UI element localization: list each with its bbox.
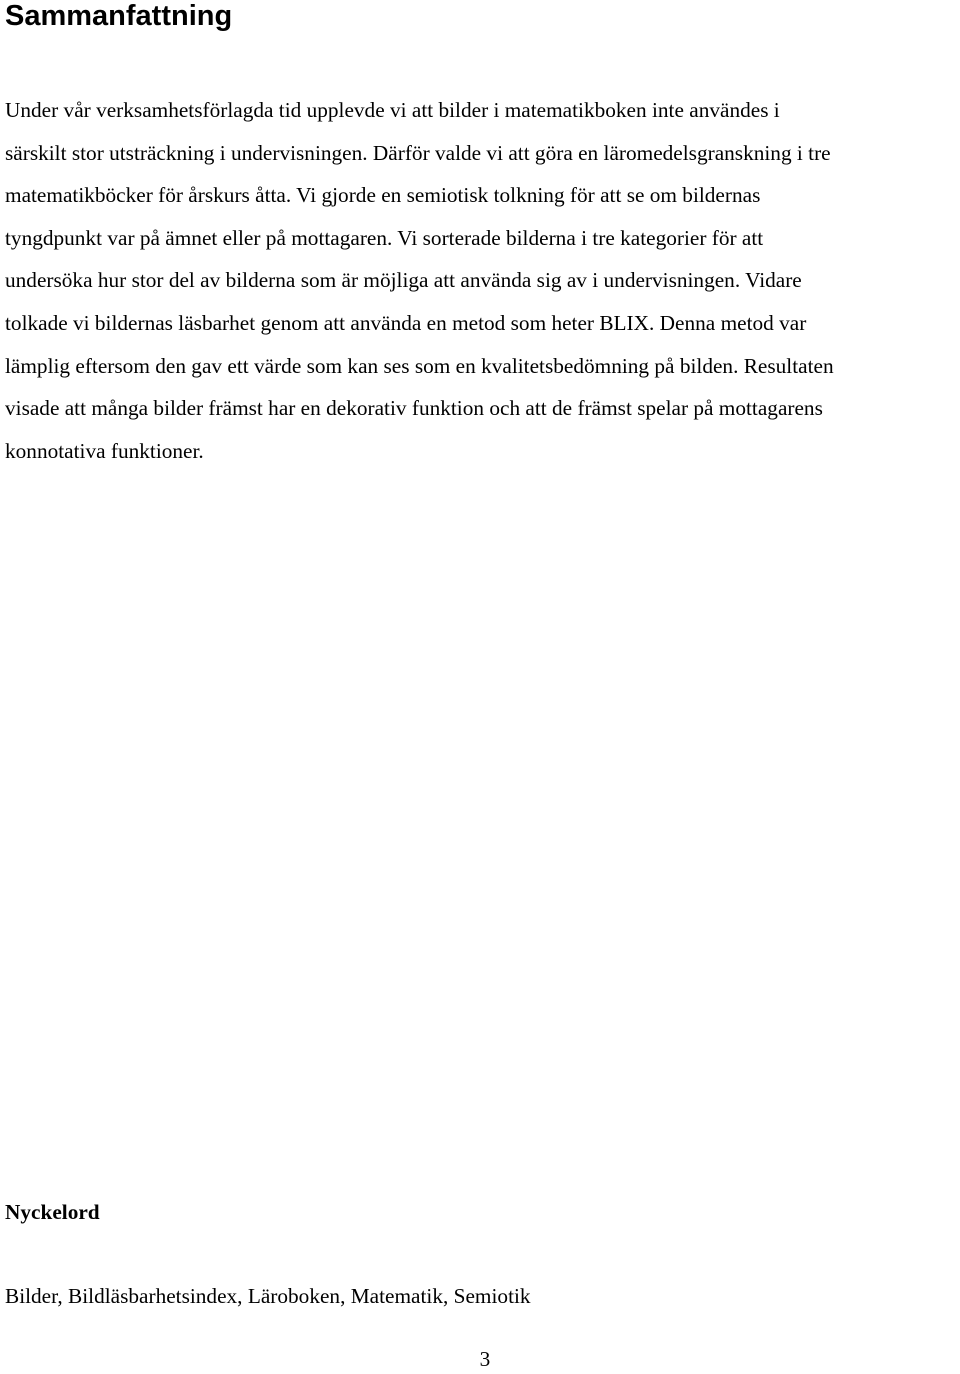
abstract-line: särskilt stor utsträckning i undervisningen. Därför valde vi att göra en läromedelsgranskning i tre <box>5 140 831 165</box>
abstract-line: tolkade vi bildernas läsbarhet genom att använda en metod som heter BLIX. Denna metod var <box>5 310 807 335</box>
page-number: 3 <box>479 1347 491 1371</box>
keywords-list: Bilder, Bildläsbarhetsindex, Läroboken, Matematik, Semiotik <box>5 1284 531 1308</box>
keywords-heading: Nyckelord <box>5 1200 100 1224</box>
abstract-line: Under vår verksamhetsförlagda tid upplevde vi att bilder i matematikboken inte användes i <box>5 98 780 122</box>
abstract-paragraph <box>5 89 960 472</box>
abstract-line: konnotativa funktioner. <box>5 438 204 463</box>
page-title: Sammanfattning <box>5 0 233 32</box>
abstract-line: lämplig eftersom den gav ett värde som kan ses som en kvalitetsbedömning på bilden. Resultaten <box>5 353 834 378</box>
abstract-line: tyngdpunkt var på ämnet eller på mottagaren. Vi sorterade bilderna i tre kategorier för att <box>5 225 764 250</box>
abstract-line: undersöka hur stor del av bilderna som är möjliga att använda sig av i undervisningen. Vidare <box>5 268 802 293</box>
abstract-line: matematikböcker för årskurs åtta. Vi gjorde en semiotisk tolkning för att se om bildernas <box>5 183 761 208</box>
abstract-line: visade att många bilder främst har en dekorativ funktion och att de främst spelar på mottagarens <box>5 396 823 421</box>
